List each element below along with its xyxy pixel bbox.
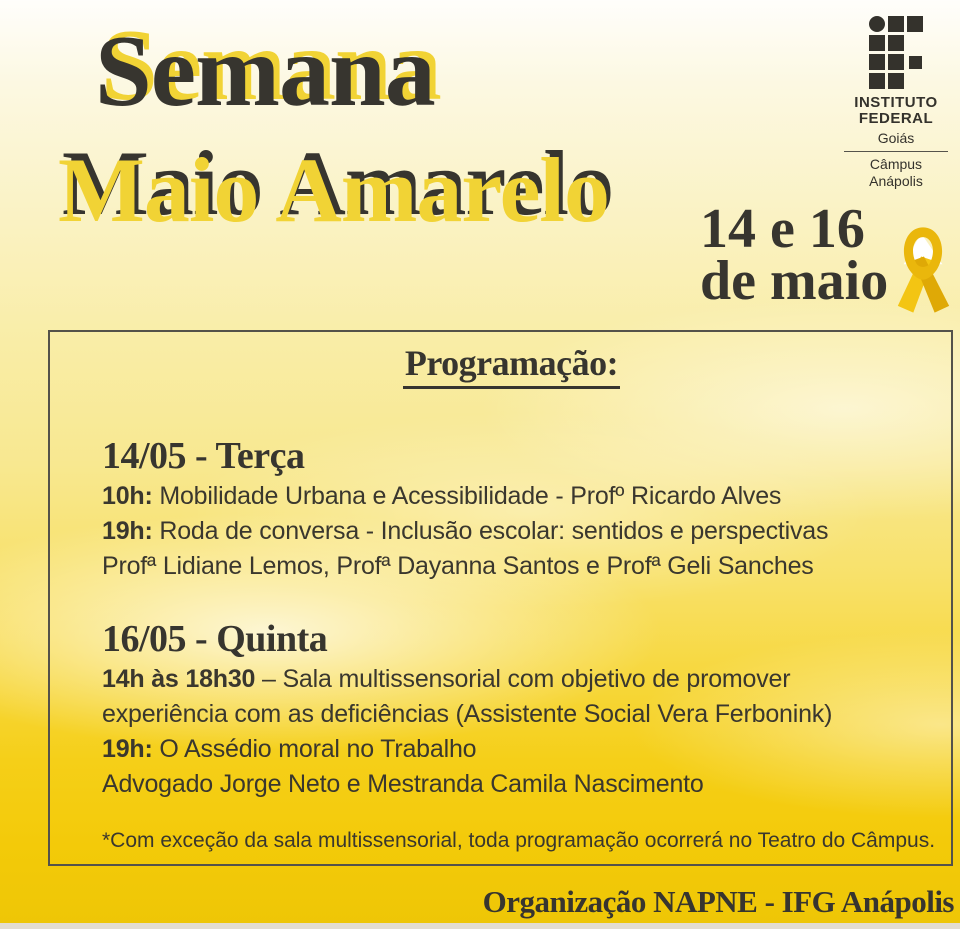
logo-cell-empty: [907, 73, 923, 89]
organization-credit: Organização NAPNE - IFG Anápolis: [482, 884, 954, 919]
time-label: 19h:: [102, 735, 153, 763]
schedule-line: [102, 479, 921, 514]
event-text: Profª Lidiane Lemos, Profª Dayanna Santos e Profª Geli Sanches: [102, 552, 814, 580]
event-text: Roda de conversa - Inclusão escolar: sentidos e perspectivas: [152, 517, 829, 545]
schedule-line: [102, 732, 921, 767]
logo-campus-line1: Câmpus: [869, 156, 923, 172]
logo-institute-line1: INSTITUTO: [854, 94, 938, 111]
logo-cell: [869, 16, 885, 32]
logo-campus-line2: Anápolis: [869, 173, 923, 189]
logo-cell: [888, 16, 904, 32]
event-text: – Sala multissensorial com objetivo de promover: [255, 665, 791, 693]
schedule-line: [102, 549, 921, 584]
logo-cell: [888, 54, 904, 70]
poster-title-line2: Maio Amarelo: [58, 139, 609, 241]
ifg-squares-icon: [869, 16, 923, 89]
event-text: experiência com as deficiências (Assistente Social Vera Ferbonink): [102, 700, 833, 728]
day1-title: 14/05 - Terça: [102, 435, 305, 477]
program-box: [48, 330, 953, 866]
schedule-line: [102, 697, 921, 732]
program-day-1: [102, 433, 921, 584]
logo-cell: [888, 35, 904, 51]
event-dates: [700, 198, 889, 312]
logo-cell: [869, 54, 885, 70]
program-heading: [102, 342, 921, 389]
time-label: 14h às 18h30: [102, 665, 256, 693]
logo-divider: [844, 151, 948, 152]
event-dates-line1: 14 e 16: [700, 198, 865, 260]
schedule-line: [102, 514, 921, 549]
event-text: Advogado Jorge Neto e Mestranda Camila Nascimento: [102, 770, 704, 798]
logo-cell-empty: [907, 35, 923, 51]
event-text: Mobilidade Urbana e Acessibilidade - Profº Ricardo Alves: [152, 482, 782, 510]
schedule-line: [102, 767, 921, 802]
logo-cell: [909, 56, 922, 69]
logo-institute-line2: FEDERAL: [858, 110, 934, 127]
bottom-edge-strip: [0, 923, 960, 929]
poster-title-line1: Semana: [95, 15, 435, 128]
logo-cell: [907, 16, 923, 32]
ifg-logo: [838, 16, 954, 190]
program-heading-text: Programação:: [403, 342, 620, 389]
program-footnote: *Com exceção da sala multissensorial, toda programação ocorrerá no Teatro do Câmpus.: [102, 829, 936, 852]
program-day-2: [102, 616, 921, 802]
awareness-ribbon-icon: [892, 220, 954, 320]
logo-cell: [869, 35, 885, 51]
schedule-line: [102, 662, 921, 697]
event-dates-line2: de maio: [700, 250, 889, 312]
logo-cell: [888, 73, 904, 89]
logo-cell: [869, 73, 885, 89]
logo-region: Goiás: [877, 130, 915, 146]
day2-title: 16/05 - Quinta: [102, 618, 328, 660]
event-text: O Assédio moral no Trabalho: [152, 735, 477, 763]
time-label: 19h:: [102, 517, 153, 545]
time-label: 10h:: [102, 482, 153, 510]
